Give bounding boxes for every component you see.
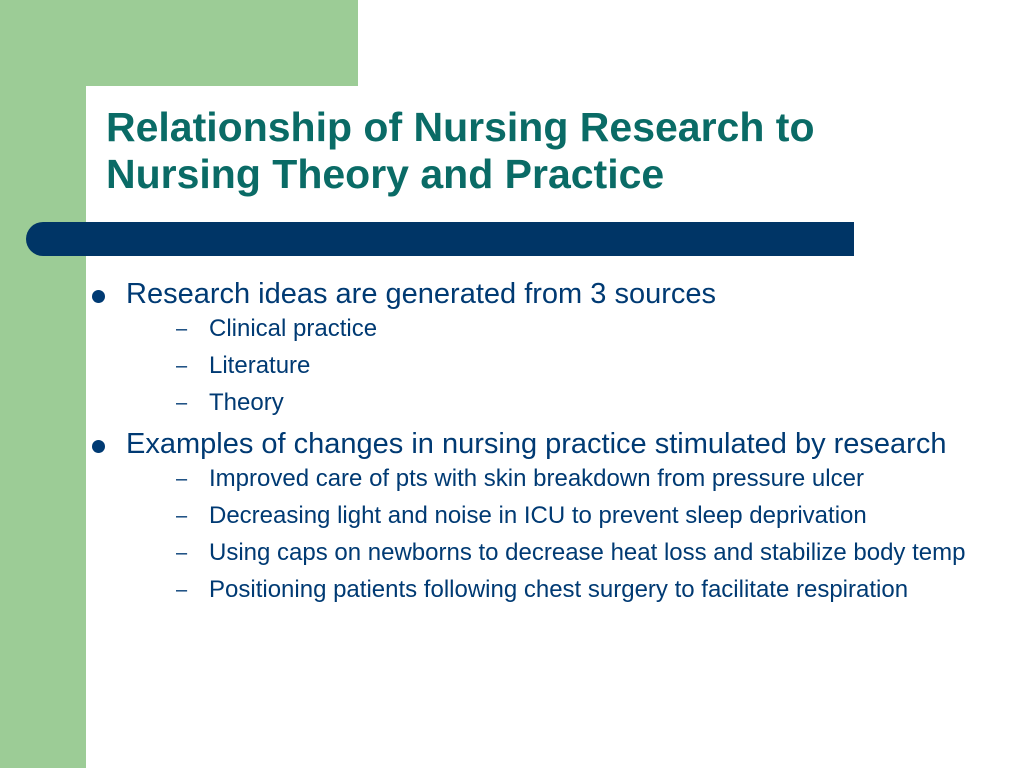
sub-bullet-item (126, 351, 1008, 381)
bullet-text: Examples of changes in nursing practice stimulated by research (126, 428, 947, 460)
title-underline-bar (26, 222, 854, 256)
sub-bullet-item (126, 314, 1008, 344)
dash-bullet-icon: – (176, 542, 188, 564)
sub-bullet-item (126, 575, 1008, 605)
bullet-list (88, 276, 1008, 605)
sub-bullet-list (126, 314, 1008, 418)
sub-bullet-text: Using caps on newborns to decrease heat loss and stabilize body temp (209, 539, 966, 566)
bullet-item (88, 426, 1008, 605)
dash-bullet-icon: – (176, 318, 188, 340)
sub-bullet-text: Literature (209, 352, 311, 379)
dash-bullet-icon: – (176, 505, 188, 527)
dash-bullet-icon: – (176, 579, 188, 601)
sub-bullet-text: Positioning patients following chest surgery to facilitate respiration (209, 576, 909, 603)
slide-title-line: Relationship of Nursing Research to (106, 104, 815, 150)
bullet-text: Research ideas are generated from 3 sources (126, 278, 716, 310)
sub-bullet-list (126, 464, 1008, 605)
sub-bullet-text: Clinical practice (209, 315, 378, 342)
accent-band-left (0, 0, 86, 768)
sub-bullet-item (126, 501, 1008, 531)
sub-bullet-item (126, 464, 1008, 494)
dash-bullet-icon: – (176, 468, 188, 490)
sub-bullet-item (126, 538, 1008, 568)
sub-bullet-text: Theory (209, 389, 284, 416)
slide-title (106, 104, 986, 198)
dash-bullet-icon: – (176, 355, 188, 377)
slide-title-line: Nursing Theory and Practice (106, 151, 665, 197)
sub-bullet-text: Improved care of pts with skin breakdown from pressure ulcer (209, 465, 864, 492)
sub-bullet-item (126, 388, 1008, 418)
filled-circle-bullet-icon (92, 440, 105, 453)
sub-bullet-text: Decreasing light and noise in ICU to prevent sleep deprivation (209, 502, 867, 529)
filled-circle-bullet-icon (92, 290, 105, 303)
bullet-item (88, 276, 1008, 418)
dash-bullet-icon: – (176, 392, 188, 414)
